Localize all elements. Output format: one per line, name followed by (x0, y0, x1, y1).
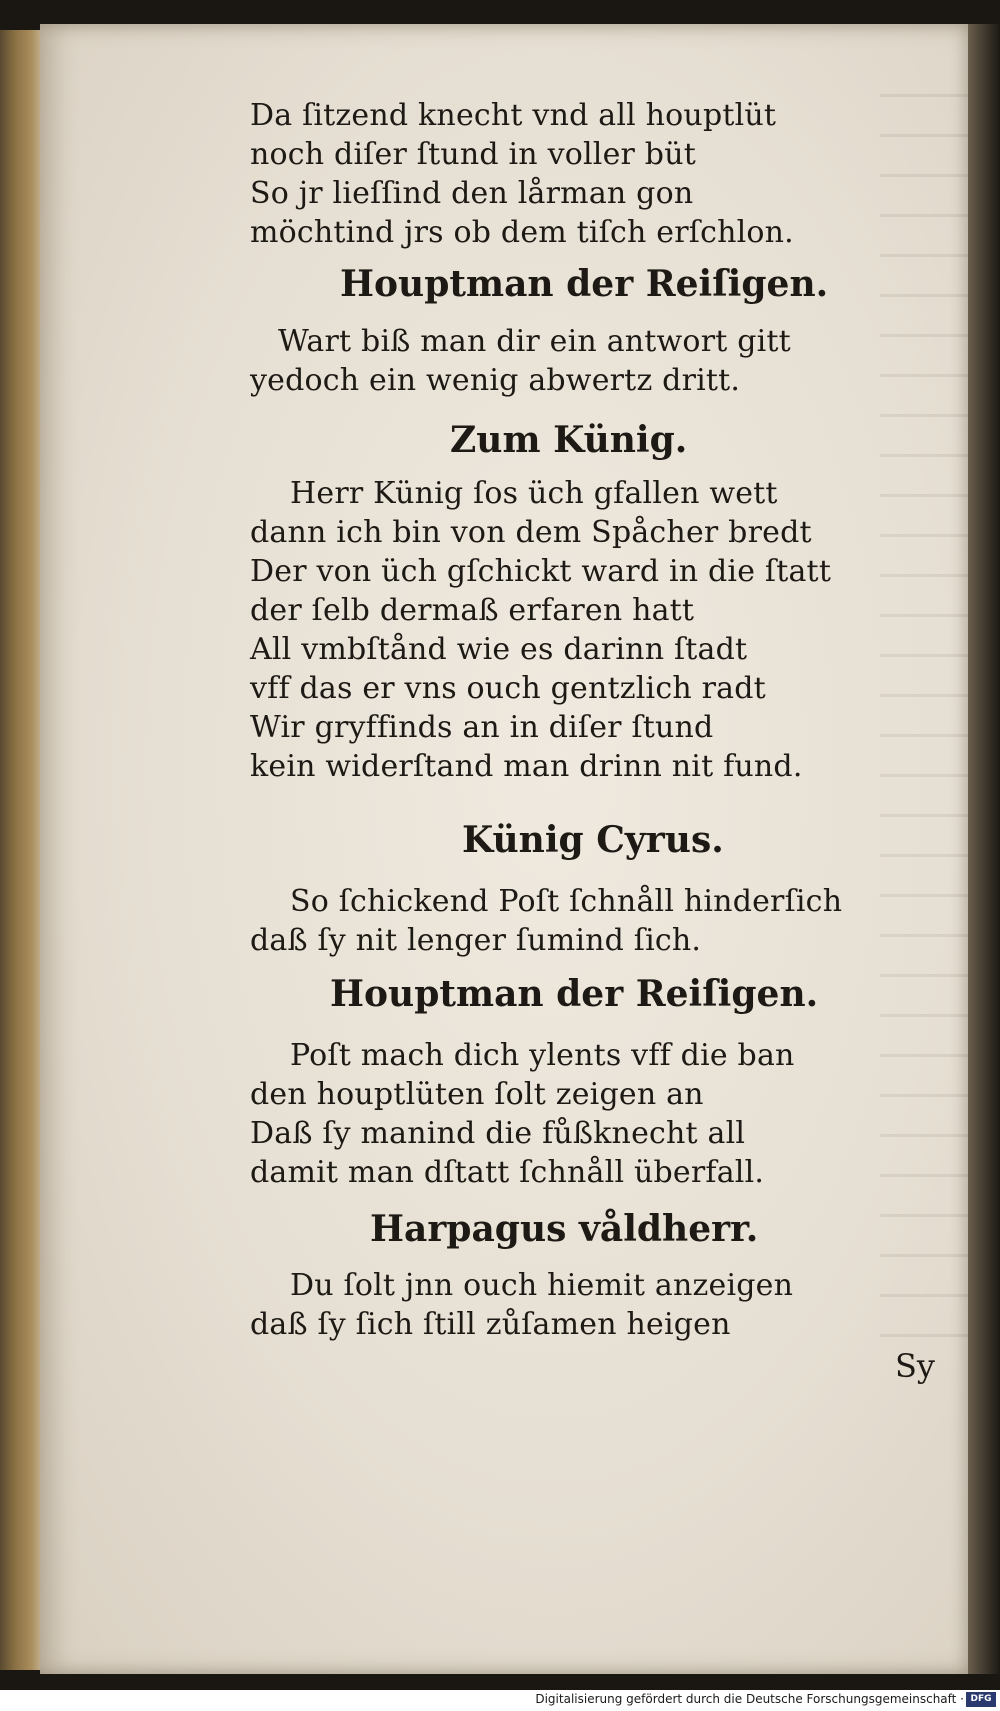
verse-line: der ſelb dermaß erfaren hatt (250, 593, 695, 628)
verse-line: Wir gryffinds an in diſer ſtund (250, 710, 714, 745)
verse-line: daß ſy ſich ſtill zůſamen heigen (250, 1307, 731, 1342)
catchword: Sy (895, 1347, 935, 1385)
verse-line: daß ſy nit lenger ſumind ſich. (250, 923, 702, 958)
verse-line: dann ich bin von dem Spåcher bredt (250, 515, 812, 550)
funding-credit: Digitalisierung gefördert durch die Deutsche Forschungsgemeinschaft · (535, 1692, 964, 1706)
verse-line: So ſchickend Poſt ſchnåll hinderſich (290, 884, 843, 919)
speaker-heading: Houptman der Reiſigen. (330, 973, 819, 1015)
verse-line: yedoch ein wenig abwertz dritt. (250, 363, 741, 398)
verse-line: möchtind jrs ob dem tiſch erſchlon. (250, 215, 794, 250)
verse-line: damit man dſtatt ſchnåll überfall. (250, 1155, 765, 1190)
speaker-heading: Künig Cyrus. (462, 819, 724, 861)
verse-line: Wart biß man dir ein antwort gitt (278, 324, 791, 359)
verse-line: kein widerſtand man drinn nit fund. (250, 749, 803, 784)
verse-line: Da ſitzend knecht vnd all houptlüt (250, 98, 777, 133)
verse-line: Du ſolt jnn ouch hiemit anzeigen (290, 1268, 794, 1303)
verse-line: Daß ſy manind die fůßknecht all (250, 1116, 746, 1151)
dfg-logo: DFG (966, 1692, 996, 1707)
verse-line: All vmbſtånd wie es darinn ſtadt (250, 632, 748, 667)
verse-line: den houptlüten ſolt zeigen an (250, 1077, 704, 1112)
verse-line: Herr Künig ſos üch gfallen wett (290, 476, 778, 511)
verse-line: vff das er vns ouch gentzlich radt (250, 671, 766, 706)
speaker-heading: Zum Künig. (450, 419, 688, 461)
speaker-heading: Houptman der Reiſigen. (340, 263, 829, 305)
verse-line: noch diſer ſtund in voller büt (250, 137, 696, 172)
show-through-text (880, 60, 970, 1360)
verse-line: Der von üch gſchickt ward in die ſtatt (250, 554, 832, 589)
footer-bar (0, 1690, 1000, 1711)
verse-line: So jr lieſſind den lårman gon (250, 176, 694, 211)
book-edge (0, 30, 44, 1670)
speaker-heading: Harpagus våldherr. (370, 1208, 759, 1250)
verse-line: Poſt mach dich ylents vff die ban (290, 1038, 795, 1073)
right-page-edge (968, 24, 1000, 1674)
